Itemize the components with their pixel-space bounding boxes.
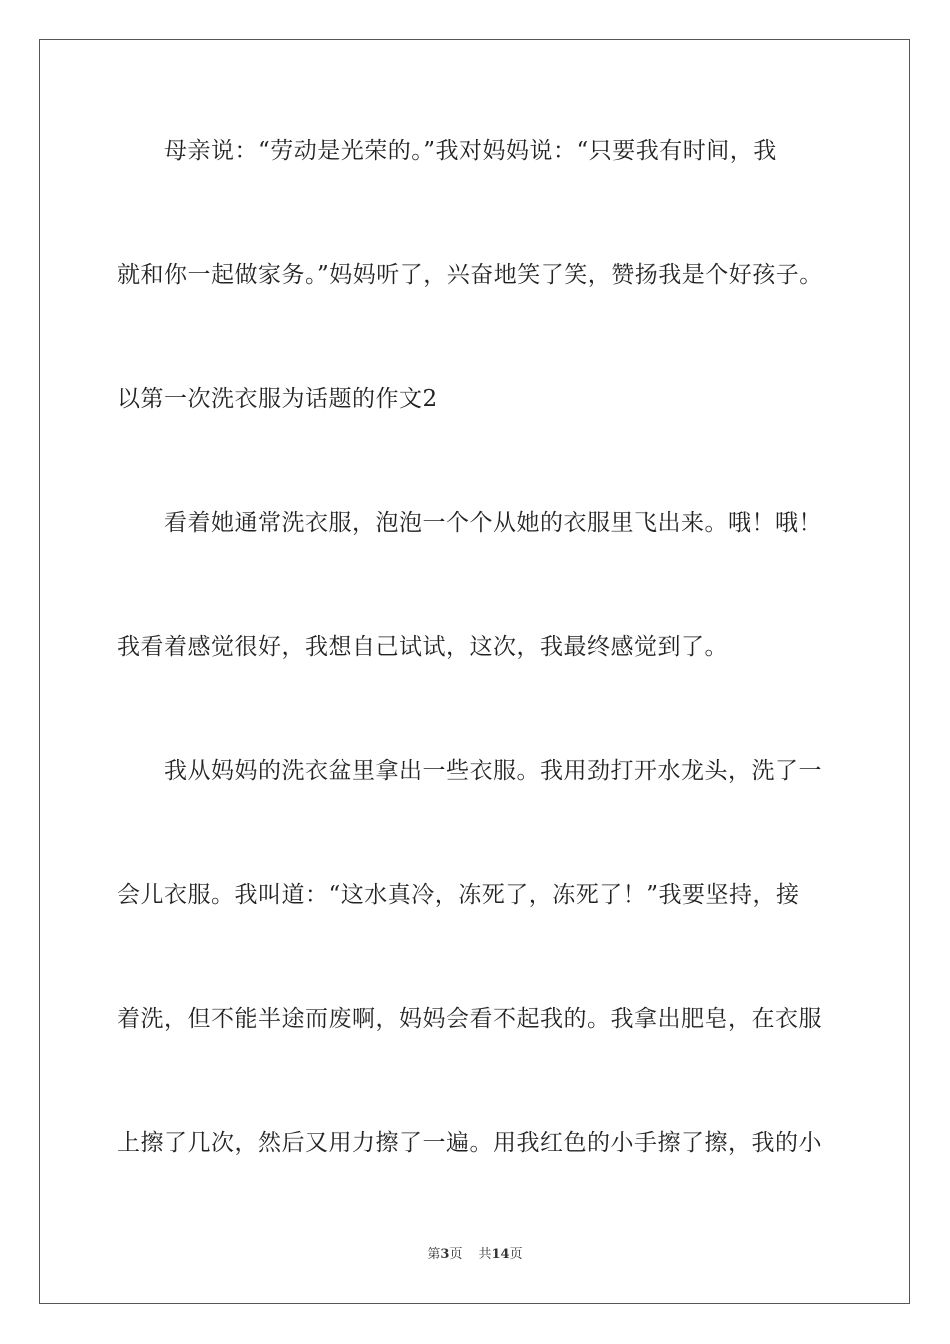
total-suffix: 页	[509, 1247, 523, 1262]
paragraph-line-8: 上擦了几次，然后又用力擦了一遍。用我红色的小手擦了擦，我的小	[117, 1130, 822, 1156]
paragraph-line-2: 就和你一起做家务。”妈妈听了，兴奋地笑了笑，赞扬我是个好孩子。	[117, 262, 823, 288]
page-prefix: 第	[427, 1247, 441, 1262]
paragraph-line-3: 看着她通常洗衣服，泡泡一个个从她的衣服里飞出来。哦！哦！	[164, 510, 822, 536]
paragraph-line-7: 着洗，但不能半途而废啊，妈妈会看不起我的。我拿出肥皂，在衣服	[117, 1006, 822, 1032]
essay-heading: 以第一次洗衣服为话题的作文2	[117, 386, 438, 412]
total-prefix: 共	[478, 1247, 492, 1262]
paragraph-line-4: 我看着感觉很好，我想自己试试，这次，我最终感觉到了。	[117, 634, 728, 660]
paragraph-line-1: 母亲说：“劳动是光荣的。”我对妈妈说：“只要我有时间，我	[164, 138, 777, 164]
page-footer	[0, 1247, 950, 1263]
paragraph-line-6: 会儿衣服。我叫道：“这水真冷，冻死了，冻死了！”我要坚持，接	[117, 882, 800, 908]
total-pages: 14	[491, 1247, 510, 1262]
paragraph-line-5: 我从妈妈的洗衣盆里拿出一些衣服。我用劲打开水龙头，洗了一	[164, 758, 822, 784]
page-border	[39, 39, 910, 1304]
page-suffix: 页	[449, 1247, 463, 1262]
page-number: 3	[440, 1247, 450, 1262]
